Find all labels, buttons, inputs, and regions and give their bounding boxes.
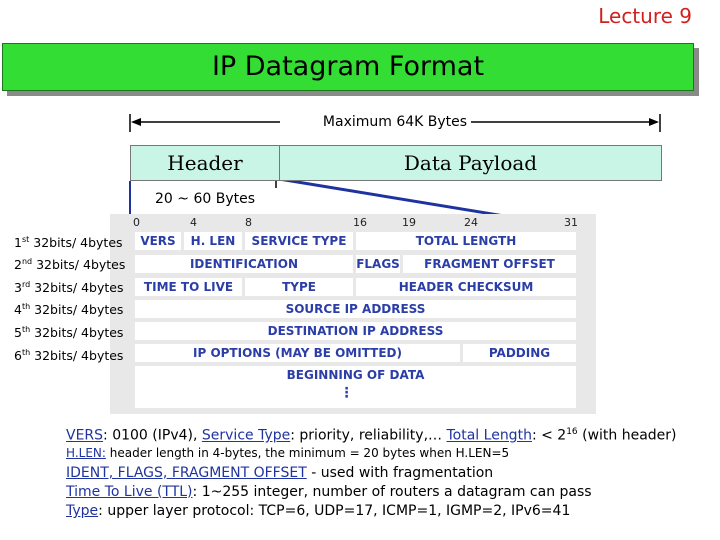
field-beginning-of-data <box>135 366 576 408</box>
datagram-diagram <box>110 214 596 414</box>
field-total-length: TOTAL LENGTH <box>356 232 576 250</box>
bit-position: 24 <box>464 216 478 229</box>
bit-position: 31 <box>564 216 578 229</box>
header-length-label: 20 ~ 60 Bytes <box>155 191 255 207</box>
bit-position: 19 <box>402 216 416 229</box>
note-line: IDENT, FLAGS, FRAGMENT OFFSET - used with fragmentation <box>66 465 494 481</box>
field-service-type: SERVICE TYPE <box>245 232 353 250</box>
beginning-of-data-label: BEGINNING OF DATA <box>286 368 425 382</box>
max-length-label: Maximum 64K Bytes <box>130 114 660 130</box>
page-title: IP Datagram Format <box>211 51 485 82</box>
note-line: Type: upper layer protocol: TCP=6, UDP=17, ICMP=1, IGMP=2, IPv6=41 <box>66 503 571 519</box>
field-ttl: TIME TO LIVE <box>135 278 242 296</box>
field-ip-options: IP OPTIONS (MAY BE OMITTED) <box>135 344 460 362</box>
row-label: 5th 32bits/ 4bytes <box>14 325 124 341</box>
row-label: 4th 32bits/ 4bytes <box>14 302 124 318</box>
field-vers: VERS <box>135 232 181 250</box>
field-dest-ip: DESTINATION IP ADDRESS <box>135 322 576 340</box>
continuation-dots: ⋮ <box>339 385 354 401</box>
field-padding: PADDING <box>463 344 576 362</box>
payload-box <box>279 145 662 181</box>
note-line: H.LEN: header length in 4-bytes, the minimum = 20 bytes when H.LEN=5 <box>66 446 510 460</box>
note-line: VERS: 0100 (IPv4), Service Type: priority, reliability,… Total Length: < $2^{16}$ (with header) <box>66 427 677 444</box>
row-label: 6th 32bits/ 4bytes <box>14 348 124 364</box>
field-hlen: H. LEN <box>184 232 242 250</box>
note-line: Time To Live (TTL): 1~255 integer, number of routers a datagram can pass <box>66 484 592 500</box>
bit-position: 16 <box>353 216 367 229</box>
header-box <box>130 145 280 181</box>
lecture-number: Lecture 9 <box>598 4 692 28</box>
header-label: Header <box>167 151 243 175</box>
bit-position: 0 <box>133 216 140 229</box>
bit-position: 8 <box>245 216 252 229</box>
field-fragment-offset: FRAGMENT OFFSET <box>403 255 576 273</box>
payload-label: Data Payload <box>403 151 538 175</box>
field-type: TYPE <box>245 278 353 296</box>
row-label: 1st 32bits/ 4bytes <box>14 235 123 251</box>
row-label: 3rd 32bits/ 4bytes <box>14 280 124 296</box>
bit-position: 4 <box>190 216 197 229</box>
field-identification: IDENTIFICATION <box>135 255 353 273</box>
field-source-ip: SOURCE IP ADDRESS <box>135 300 576 318</box>
field-flags: FLAGS <box>356 257 400 271</box>
field-header-checksum: HEADER CHECKSUM <box>356 278 576 296</box>
field-notes <box>66 427 716 522</box>
row-label: 2nd 32bits/ 4bytes <box>14 257 126 273</box>
